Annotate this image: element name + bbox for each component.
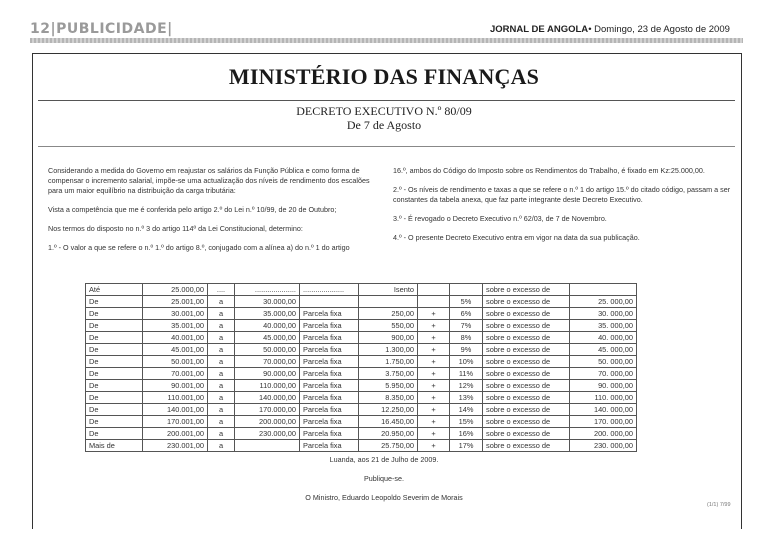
ministry-title: MINISTÉRIO DAS FINANÇAS: [228, 64, 540, 89]
paragraph-considerando: Considerando a medida do Governo em reajustar os salários da Função Pública e como forma de compensar o incremento salarial, impõe-se uma actualização dos níveis de rendimento dos escalões para um maior equilíbrio na distribuição da carga tributária:: [48, 166, 370, 195]
table-cell: De: [86, 356, 143, 368]
table-cell: +: [418, 332, 450, 344]
table-row: [86, 428, 637, 440]
table-cell: ....................: [300, 284, 359, 296]
reference-code: (1/1) 7/99: [707, 502, 731, 508]
table-cell: 25.000,00: [143, 284, 208, 296]
table-row: [86, 284, 637, 296]
table-cell: +: [418, 308, 450, 320]
table-cell: 1.750,00: [359, 356, 418, 368]
table-cell: 230.001,00: [143, 440, 208, 452]
table-cell: De: [86, 308, 143, 320]
table-cell: 40.001,00: [143, 332, 208, 344]
table-cell: 140.001,00: [143, 404, 208, 416]
table-cell: 1.300,00: [359, 344, 418, 356]
table-cell: 50.001,00: [143, 356, 208, 368]
paragraph-termos: Nos termos do disposto no n.º 3 do artigo 114º da Lei Constitucional, determino:: [48, 224, 303, 233]
decree-date: De 7 de Agosto: [346, 118, 422, 132]
newspaper-name: JORNAL DE ANGOLA: [490, 24, 589, 35]
table-cell: 170.000,00: [235, 404, 300, 416]
table-cell: 200. 000,00: [570, 428, 637, 440]
table-cell: 6%: [450, 308, 483, 320]
table-cell: 40.000,00: [235, 320, 300, 332]
table-cell: 90.000,00: [235, 368, 300, 380]
table-cell: 30.001,00: [143, 308, 208, 320]
table-cell: sobre o excesso de: [483, 404, 570, 416]
table-cell: 10%: [450, 356, 483, 368]
table-cell: De: [86, 332, 143, 344]
table-cell: a: [208, 428, 235, 440]
paragraph-article-3: 3.º - É revogado o Decreto Executivo n.º 62/03, de 7 de Novembro.: [393, 214, 607, 223]
table-cell: 11%: [450, 368, 483, 380]
table-cell: 90. 000,00: [570, 380, 637, 392]
table-cell: De: [86, 392, 143, 404]
table-cell: a: [208, 332, 235, 344]
paragraph-article-4: 4.º - O presente Decreto Executivo entra em vigor na data da sua publicação.: [393, 233, 640, 242]
table-cell: 5.950,00: [359, 380, 418, 392]
table-cell: Parcela fixa: [300, 308, 359, 320]
table-cell: a: [208, 404, 235, 416]
table-row: [86, 404, 637, 416]
table-cell: 9%: [450, 344, 483, 356]
table-cell: De: [86, 320, 143, 332]
right-column: [393, 166, 733, 252]
table-cell: 12%: [450, 380, 483, 392]
publish-notice: Publique-se.: [364, 474, 404, 483]
table-cell: 15%: [450, 416, 483, 428]
left-column: [48, 166, 370, 262]
table-cell: sobre o excesso de: [483, 308, 570, 320]
table-row: [86, 440, 637, 452]
table-cell: 900,00: [359, 332, 418, 344]
table-cell: 20.950,00: [359, 428, 418, 440]
table-cell: Parcela fixa: [300, 368, 359, 380]
table-row: [86, 392, 637, 404]
table-cell: sobre o excesso de: [483, 344, 570, 356]
table-cell: 8.350,00: [359, 392, 418, 404]
table-cell: 45. 000,00: [570, 344, 637, 356]
table-cell: 30. 000,00: [570, 308, 637, 320]
table-cell: De: [86, 380, 143, 392]
table-row: [86, 356, 637, 368]
table-cell: a: [208, 344, 235, 356]
dateline-separator: •: [588, 24, 592, 35]
table-row: [86, 332, 637, 344]
table-cell: Parcela fixa: [300, 392, 359, 404]
table-cell: a: [208, 392, 235, 404]
table-cell: Parcela fixa: [300, 440, 359, 452]
newspaper-dateline: [490, 24, 730, 35]
table-cell: De: [86, 344, 143, 356]
table-cell: 250,00: [359, 308, 418, 320]
paragraph-competencia: Vista a competência que me é conferida pelo artigo 2.º do Lei n.º 10/99, de 20 de Outubro;: [48, 205, 337, 214]
table-cell: 40. 000,00: [570, 332, 637, 344]
table-cell: 3.750,00: [359, 368, 418, 380]
table-cell: +: [418, 368, 450, 380]
paragraph-article-1-cont: 16.º, ambos do Código do Imposto sobre os Rendimentos do Trabalho, é fixado em Kz:25.000,00.: [393, 166, 705, 175]
table-cell: sobre o excesso de: [483, 320, 570, 332]
page-section-label: 12|PUBLICIDADE|: [30, 21, 173, 37]
table-cell: Parcela fixa: [300, 332, 359, 344]
table-cell: De: [86, 404, 143, 416]
table-cell: 170.001,00: [143, 416, 208, 428]
table-cell: +: [418, 404, 450, 416]
table-cell: 50. 000,00: [570, 356, 637, 368]
table-cell: 35.001,00: [143, 320, 208, 332]
table-cell: Parcela fixa: [300, 404, 359, 416]
table-cell: a: [208, 380, 235, 392]
table-cell: 50.000,00: [235, 344, 300, 356]
table-cell: 13%: [450, 392, 483, 404]
table-cell: +: [418, 320, 450, 332]
table-cell: 230.000,00: [235, 428, 300, 440]
table-cell: 110. 000,00: [570, 392, 637, 404]
table-row: [86, 344, 637, 356]
table-cell: 25.001,00: [143, 296, 208, 308]
table-cell: 30.000,00: [235, 296, 300, 308]
minister-signature: O Ministro, Eduardo Leopoldo Severim de Morais: [305, 493, 463, 502]
table-cell: De: [86, 368, 143, 380]
table-cell: +: [418, 392, 450, 404]
table-cell: De: [86, 296, 143, 308]
table-row: [86, 380, 637, 392]
decree-rule: [38, 146, 735, 147]
table-cell: sobre o excesso de: [483, 380, 570, 392]
table-cell: 25.750,00: [359, 440, 418, 452]
table-cell: a: [208, 356, 235, 368]
header-band: [30, 38, 743, 43]
table-cell: a: [208, 416, 235, 428]
table-cell: +: [418, 416, 450, 428]
table-cell: 45.001,00: [143, 344, 208, 356]
table-cell: Parcela fixa: [300, 428, 359, 440]
table-cell: +: [418, 356, 450, 368]
table-cell: ....................: [235, 284, 300, 296]
table-cell: Parcela fixa: [300, 320, 359, 332]
publication-date: Domingo, 23 de Agosto de 2009: [594, 24, 730, 35]
table-row: [86, 308, 637, 320]
table-cell: 110.001,00: [143, 392, 208, 404]
table-row: [86, 296, 637, 308]
table-cell: 200.001,00: [143, 428, 208, 440]
table-cell: 7%: [450, 320, 483, 332]
table-cell: 70.000,00: [235, 356, 300, 368]
table-cell: [359, 296, 418, 308]
paragraph-article-2: 2.º - Os níveis de rendimento e taxas a que se refere o n.º 1 do artigo 15.º do citado código, passam a ser constantes da tabela anexa, que faz parte integrante deste Decreto Executivo.: [393, 185, 731, 204]
table-cell: 90.001,00: [143, 380, 208, 392]
table-cell: 70. 000,00: [570, 368, 637, 380]
table-row: [86, 368, 637, 380]
table-cell: 200.000,00: [235, 416, 300, 428]
table-cell: a: [208, 440, 235, 452]
table-cell: sobre o excesso de: [483, 428, 570, 440]
table-cell: [235, 440, 300, 452]
place-and-date: Luanda, aos 21 de Julho de 2009.: [329, 455, 439, 464]
table-cell: sobre o excesso de: [483, 440, 570, 452]
table-cell: Mais de: [86, 440, 143, 452]
table-cell: De: [86, 428, 143, 440]
table-cell: De: [86, 416, 143, 428]
table-cell: sobre o excesso de: [483, 332, 570, 344]
table-cell: sobre o excesso de: [483, 368, 570, 380]
table-cell: sobre o excesso de: [483, 284, 570, 296]
decree-heading: [0, 104, 768, 132]
table-cell: 35. 000,00: [570, 320, 637, 332]
table-cell: 14%: [450, 404, 483, 416]
table-cell: 140. 000,00: [570, 404, 637, 416]
table-cell: Parcela fixa: [300, 416, 359, 428]
table-cell: Isento: [359, 284, 418, 296]
table-cell: a: [208, 368, 235, 380]
table-cell: 140.000,00: [235, 392, 300, 404]
table-cell: +: [418, 380, 450, 392]
table-cell: [300, 296, 359, 308]
table-cell: 35.000,00: [235, 308, 300, 320]
table-cell: sobre o excesso de: [483, 356, 570, 368]
table-cell: [450, 284, 483, 296]
table-cell: [418, 284, 450, 296]
table-cell: +: [418, 428, 450, 440]
table-cell: sobre o excesso de: [483, 416, 570, 428]
decree-title: DECRETO EXECUTIVO N.º 80/09: [296, 104, 472, 118]
table-cell: a: [208, 320, 235, 332]
table-cell: 45.000,00: [235, 332, 300, 344]
table-cell: ....: [208, 284, 235, 296]
table-cell: Até: [86, 284, 143, 296]
table-cell: [570, 284, 637, 296]
table-cell: 230. 000,00: [570, 440, 637, 452]
table-cell: 16%: [450, 428, 483, 440]
table-cell: +: [418, 440, 450, 452]
table-cell: 17%: [450, 440, 483, 452]
table-cell: Parcela fixa: [300, 344, 359, 356]
table-row: [86, 416, 637, 428]
table-cell: Parcela fixa: [300, 380, 359, 392]
table-cell: 8%: [450, 332, 483, 344]
tax-bracket-table: [85, 283, 637, 452]
table-cell: 5%: [450, 296, 483, 308]
table-cell: a: [208, 296, 235, 308]
table-row: [86, 320, 637, 332]
table-cell: 550,00: [359, 320, 418, 332]
title-rule: [38, 100, 735, 101]
table-cell: 110.000,00: [235, 380, 300, 392]
table-cell: 16.450,00: [359, 416, 418, 428]
table-cell: sobre o excesso de: [483, 296, 570, 308]
table-cell: +: [418, 344, 450, 356]
table-cell: a: [208, 308, 235, 320]
table-cell: 170. 000,00: [570, 416, 637, 428]
table-cell: 25. 000,00: [570, 296, 637, 308]
table-cell: 12.250,00: [359, 404, 418, 416]
table-cell: Parcela fixa: [300, 356, 359, 368]
table-cell: [418, 296, 450, 308]
paragraph-article-1: 1.º - O valor a que se refere o n.º 1.º do artigo 8.º, conjugado com a alínea a) do n.º 1 do artigo: [48, 243, 350, 252]
table-cell: sobre o excesso de: [483, 392, 570, 404]
table-cell: 70.001,00: [143, 368, 208, 380]
